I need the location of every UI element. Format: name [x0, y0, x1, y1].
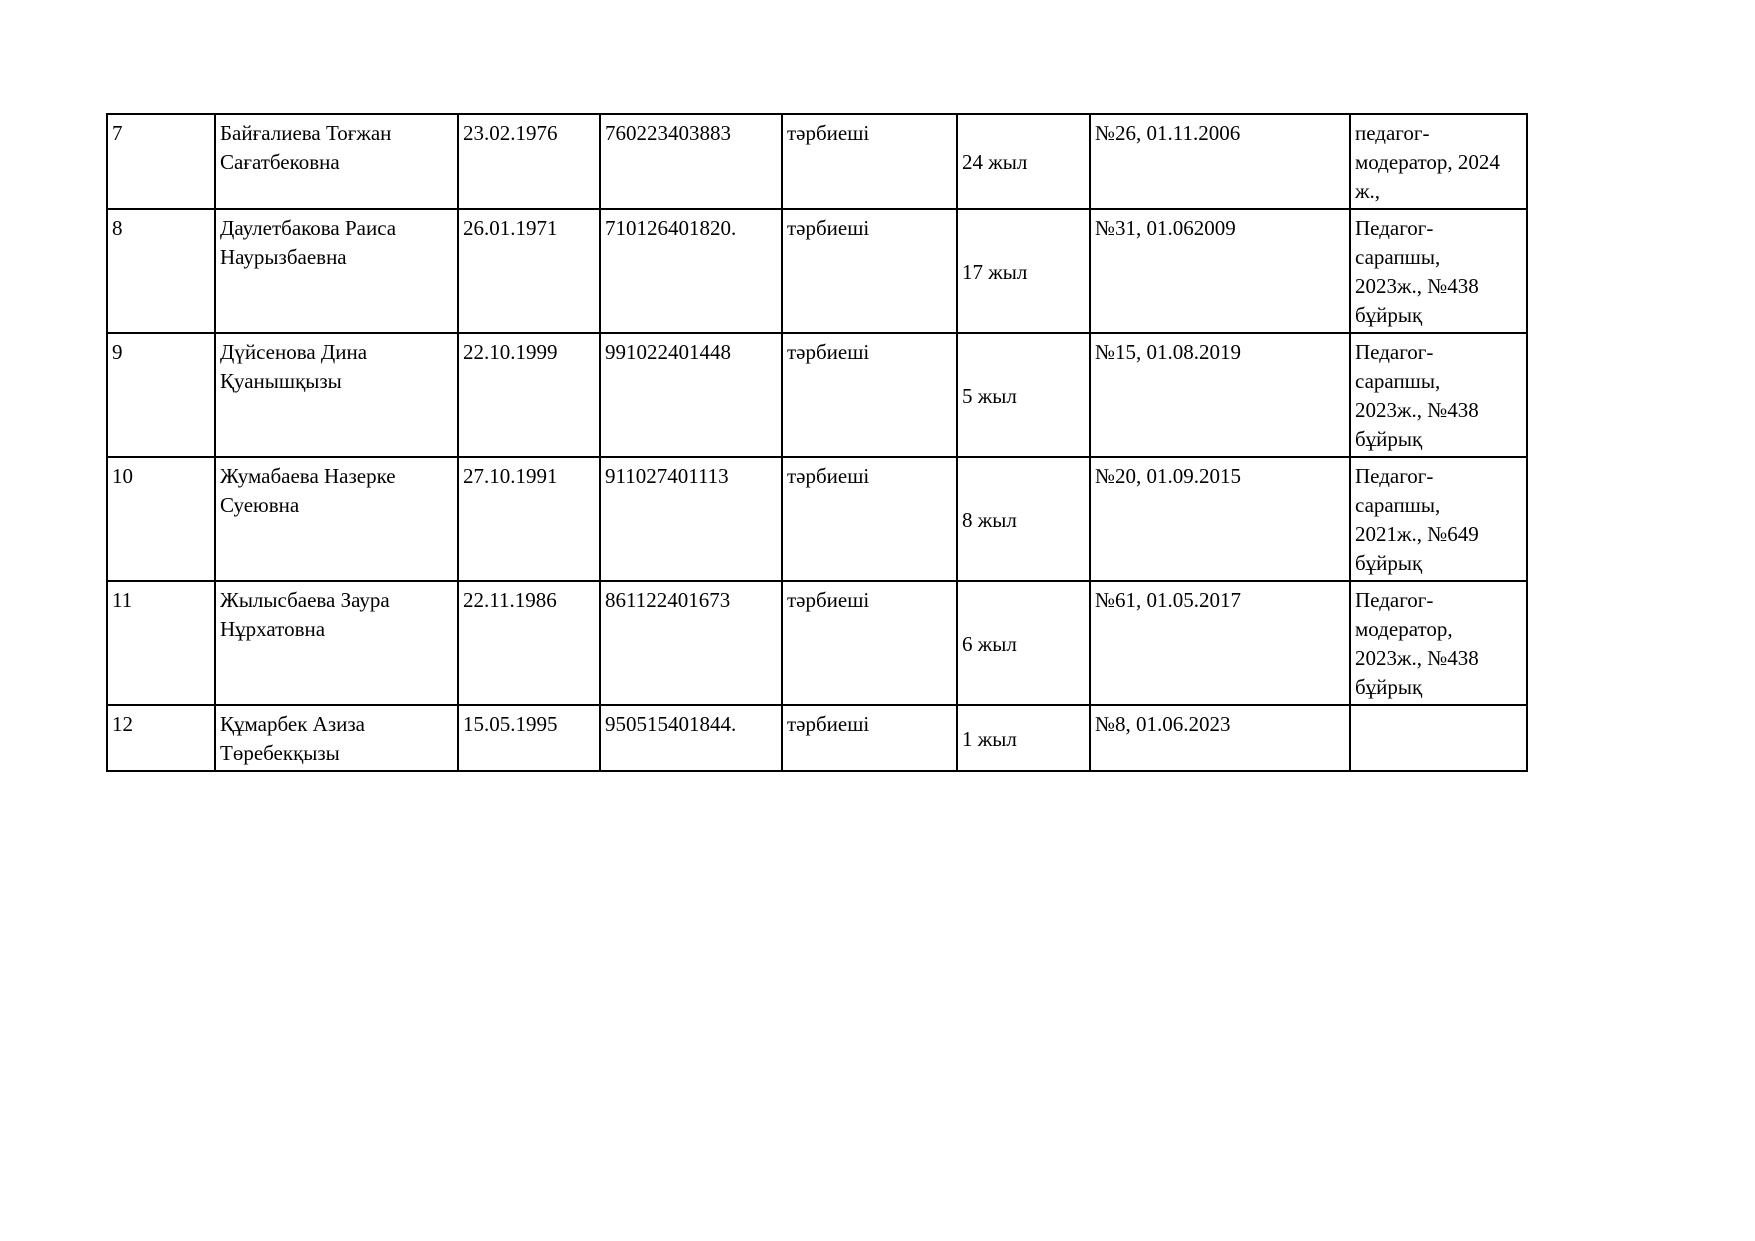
full-name-cell: Байғалиева Тоғжан Сағатбековна	[215, 114, 458, 209]
staff-table	[106, 113, 1528, 772]
category-cell: Педагог- сарапшы, 2021ж., №649 бұйрық	[1350, 457, 1527, 581]
category-cell: педагог- модератор, 2024 ж.,	[1350, 114, 1527, 209]
birth-date-cell: 27.10.1991	[458, 457, 600, 581]
table-row	[107, 581, 1527, 705]
table-row	[107, 457, 1527, 581]
order-cell: №8, 01.06.2023	[1090, 705, 1350, 771]
experience-cell: 8 жыл	[957, 457, 1090, 581]
table-row	[107, 333, 1527, 457]
position-cell: тәрбиеші	[782, 457, 957, 581]
full-name-cell: Жылысбаева Заура Нұрхатовна	[215, 581, 458, 705]
row-number-cell: 7	[107, 114, 215, 209]
category-cell: Педагог- сарапшы, 2023ж., №438 бұйрық	[1350, 333, 1527, 457]
iin-cell: 911027401113	[600, 457, 782, 581]
position-cell: тәрбиеші	[782, 705, 957, 771]
row-number-cell: 9	[107, 333, 215, 457]
iin-cell: 710126401820.	[600, 209, 782, 333]
iin-cell: 950515401844.	[600, 705, 782, 771]
row-number-cell: 8	[107, 209, 215, 333]
category-cell	[1350, 705, 1527, 771]
full-name-cell: Даулетбакова Раиса Наурызбаевна	[215, 209, 458, 333]
table-row	[107, 114, 1527, 209]
row-number-cell: 10	[107, 457, 215, 581]
row-number-cell: 12	[107, 705, 215, 771]
birth-date-cell: 23.02.1976	[458, 114, 600, 209]
position-cell: тәрбиеші	[782, 333, 957, 457]
birth-date-cell: 22.10.1999	[458, 333, 600, 457]
order-cell: №61, 01.05.2017	[1090, 581, 1350, 705]
position-cell: тәрбиеші	[782, 114, 957, 209]
birth-date-cell: 26.01.1971	[458, 209, 600, 333]
experience-cell: 17 жыл	[957, 209, 1090, 333]
iin-cell: 991022401448	[600, 333, 782, 457]
order-cell: №20, 01.09.2015	[1090, 457, 1350, 581]
row-number-cell: 11	[107, 581, 215, 705]
iin-cell: 760223403883	[600, 114, 782, 209]
order-cell: №26, 01.11.2006	[1090, 114, 1350, 209]
category-cell: Педагог- модератор, 2023ж., №438 бұйрық	[1350, 581, 1527, 705]
experience-cell: 1 жыл	[957, 705, 1090, 771]
order-cell: №31, 01.062009	[1090, 209, 1350, 333]
full-name-cell: Жумабаева Назерке Суеювна	[215, 457, 458, 581]
position-cell: тәрбиеші	[782, 581, 957, 705]
position-cell: тәрбиеші	[782, 209, 957, 333]
order-cell: №15, 01.08.2019	[1090, 333, 1350, 457]
table-row	[107, 705, 1527, 771]
experience-cell: 6 жыл	[957, 581, 1090, 705]
birth-date-cell: 15.05.1995	[458, 705, 600, 771]
birth-date-cell: 22.11.1986	[458, 581, 600, 705]
full-name-cell: Дүйсенова Дина Қуанышқызы	[215, 333, 458, 457]
full-name-cell: Құмарбек Азиза Төребекқызы	[215, 705, 458, 771]
category-cell: Педагог- сарапшы, 2023ж., №438 бұйрық	[1350, 209, 1527, 333]
experience-cell: 5 жыл	[957, 333, 1090, 457]
iin-cell: 861122401673	[600, 581, 782, 705]
table-row	[107, 209, 1527, 333]
experience-cell: 24 жыл	[957, 114, 1090, 209]
